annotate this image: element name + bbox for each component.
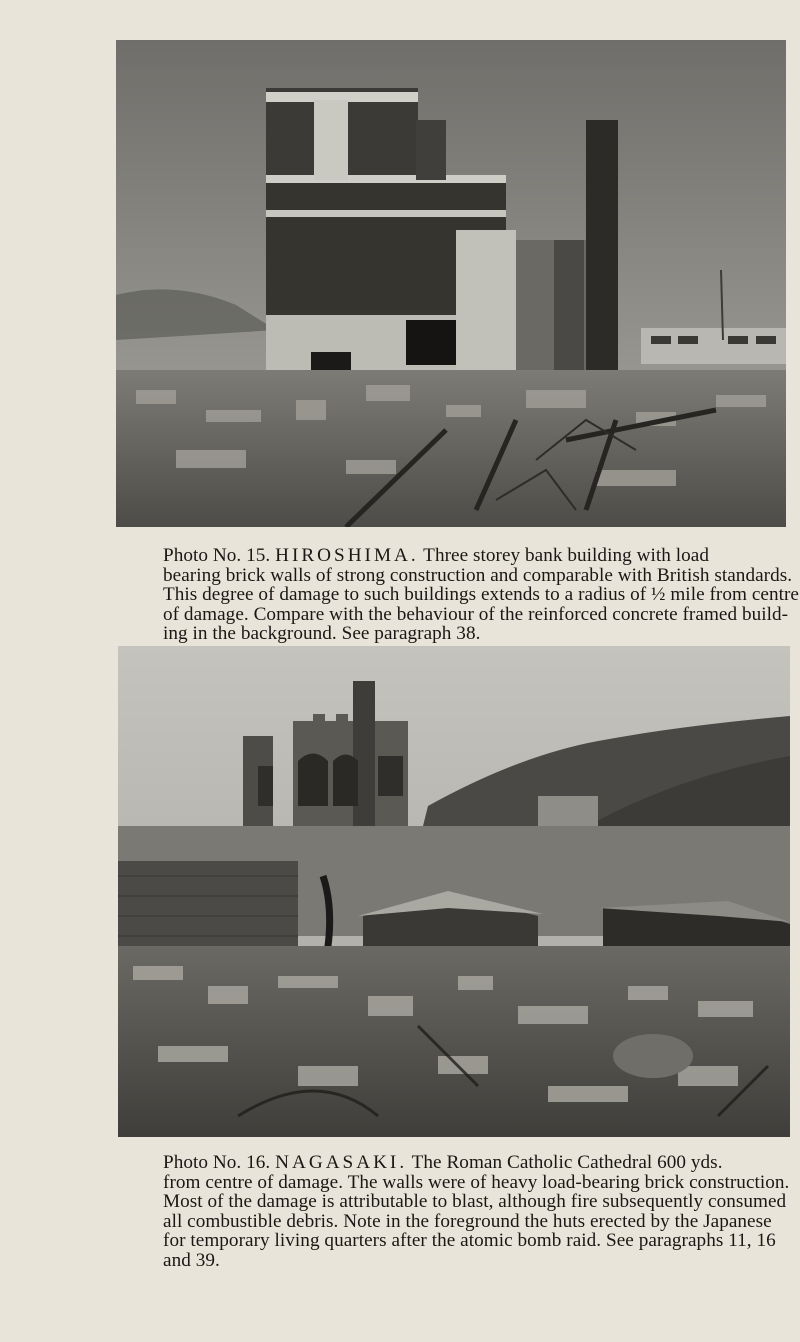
photo-15-caption xyxy=(163,545,799,644)
caption-line: bearing brick walls of strong construction and comparable with British standards. xyxy=(163,564,793,586)
caption-line: of damage. Compare with the behaviour of the reinforced concrete framed build- xyxy=(163,603,789,625)
caption-line: Most of the damage is attributable to blast, although fire subsequently consumed xyxy=(163,1191,787,1212)
caption-line: from centre of damage. The walls were of heavy load-bearing brick construction. xyxy=(163,1171,790,1193)
caption-line: This degree of damage to such buildings extends to a radius of ½ mile from centre xyxy=(163,584,799,605)
caption-line: and 39. xyxy=(163,1249,220,1271)
caption-line: ing in the background. See paragraph 38. xyxy=(163,623,481,644)
caption-line: Photo No. 16. NAGASAKI. The Roman Catholic Cathedral 600 yds. xyxy=(163,1152,723,1173)
caption-line: all combustible debris. Note in the foreground the huts erected by the Japanese xyxy=(163,1210,772,1232)
photo-16-caption xyxy=(163,1152,790,1271)
caption-line: for temporary living quarters after the atomic bomb raid. See paragraphs 11, 16 xyxy=(163,1230,776,1251)
caption-line: Photo No. 15. HIROSHIMA. Three storey bank building with load xyxy=(163,545,709,566)
photo-hiroshima-bank-building xyxy=(116,40,786,527)
photo-nagasaki-cathedral xyxy=(118,646,790,1137)
